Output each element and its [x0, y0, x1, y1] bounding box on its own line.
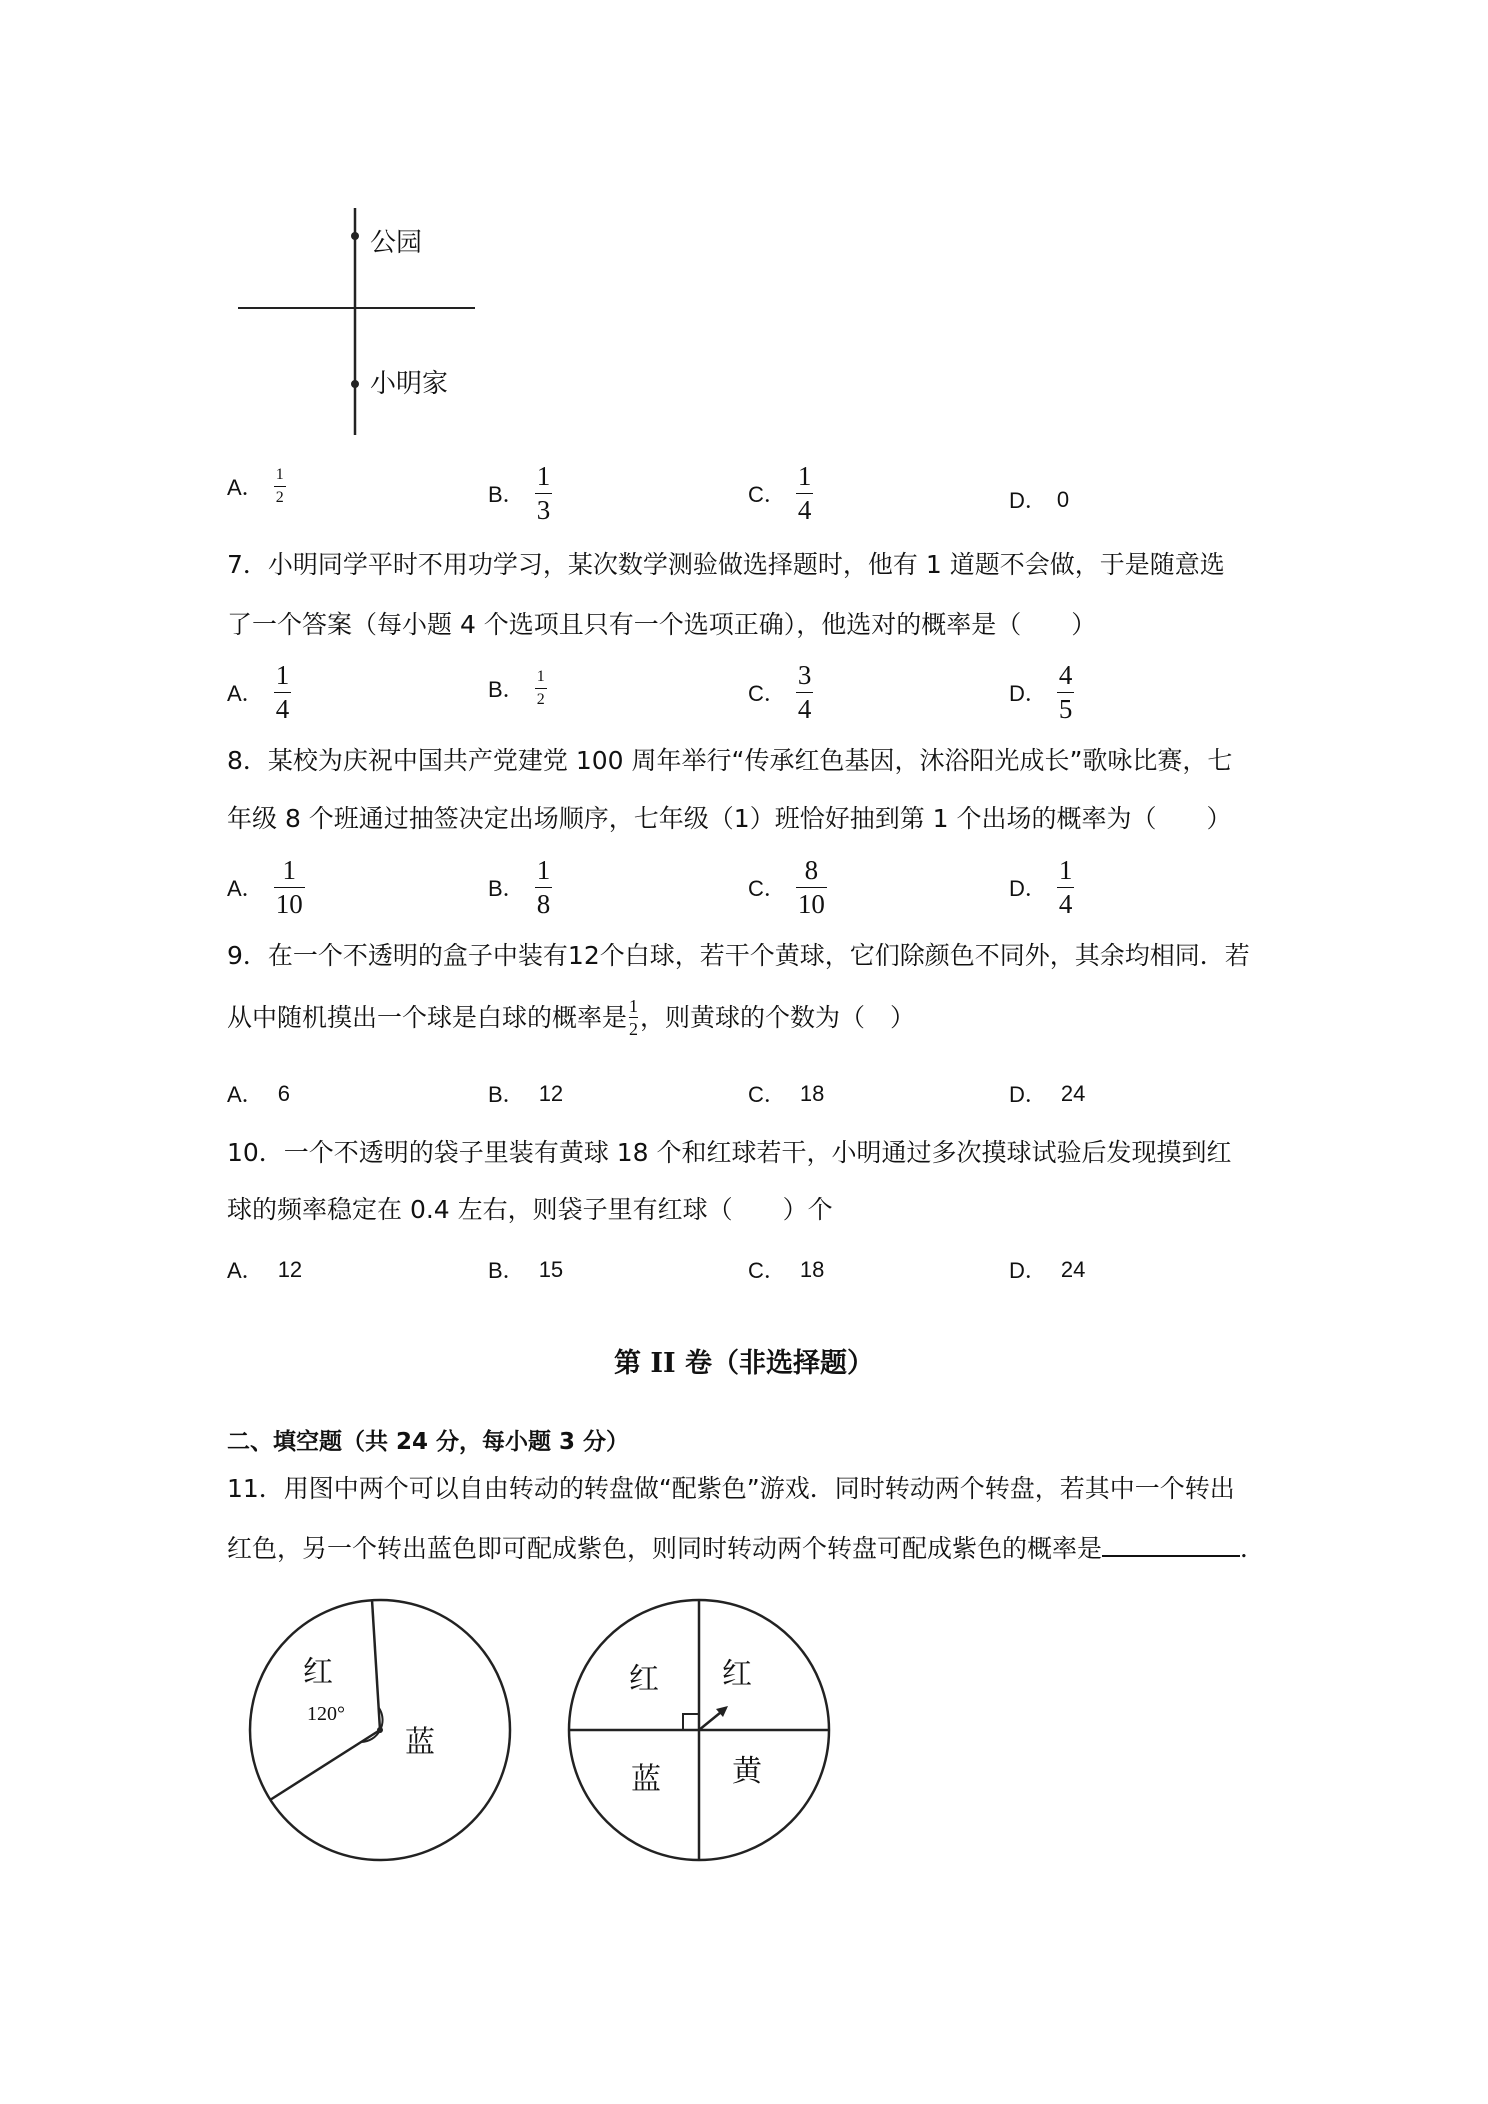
- spinner1-angle-label: 120°: [307, 1703, 345, 1725]
- spinner2-red-label-1: 红: [629, 1662, 659, 1697]
- spinner1-blue-label: 蓝: [405, 1725, 435, 1760]
- q11-line2: 红色，另一个转出蓝色即可配成紫色，则同时转动两个转盘可配成紫色的概率是 ．: [227, 1534, 1266, 1563]
- section2-heading: 二、填空题（共 24 分，每小题 3 分）: [227, 1429, 630, 1455]
- q6-option-a: A． $\frac{1}{2}$: [227, 466, 284, 506]
- answer-blank: [1102, 1533, 1240, 1557]
- spinner2-red-label-2: 红: [722, 1657, 752, 1692]
- q8-line1: 8．某校为庆祝中国共产党建党 100 周年举行“传承红色基因，沐浴阳光成长”歌咏比赛，七: [227, 746, 1233, 775]
- spinner-1: [240, 1590, 520, 1870]
- park-point: [351, 232, 359, 240]
- q10-line1: 10．一个不透明的袋子里装有黄球 18 个和红球若干，小明通过多次摸球试验后发现摸到红: [227, 1138, 1232, 1167]
- q7-option-b: B． $\frac{1}{2}$: [488, 668, 545, 708]
- q9-option-b: B． 12: [488, 1080, 564, 1107]
- q10-option-a: A． 12: [227, 1256, 303, 1283]
- q8-option-b: B． $\frac{1}{8}$: [488, 855, 551, 919]
- q10-option-c: C． 18: [748, 1256, 825, 1283]
- spinner2-yellow-label: 黄: [732, 1754, 762, 1789]
- q6-option-c: C． $\frac{1}{4}$: [748, 461, 812, 525]
- q8-option-c: C． $\frac{8}{10}$: [748, 855, 825, 919]
- q9-option-d: D． 24: [1009, 1080, 1086, 1107]
- q9-line2: 从中随机摸出一个球是白球的概率是 $\frac{1}{2}$ ，则黄球的个数为（ ）: [227, 996, 916, 1039]
- spinner2-blue-label: 蓝: [631, 1762, 661, 1797]
- q10-option-b: B． 15: [488, 1256, 564, 1283]
- q9-option-c: C． 18: [748, 1080, 825, 1107]
- q10-line2: 球的频率稳定在 0.4 左右，则袋子里有红球（ ）个: [227, 1195, 833, 1224]
- q9-inline-fraction: $\frac{1}{2}$: [629, 996, 639, 1039]
- spinner1-red-label: 红: [303, 1655, 333, 1690]
- q8-option-d: D． $\frac{1}{4}$: [1009, 855, 1073, 919]
- q8-line2: 年级 8 个班通过抽签决定出场顺序，七年级（1）班恰好抽到第 1 个出场的概率为（ ）: [227, 804, 1232, 833]
- q8-option-a: A． $\frac{1}{10}$: [227, 855, 303, 919]
- q6-option-d: D． 0: [1009, 486, 1070, 513]
- label-home: 小明家: [370, 369, 449, 399]
- q7-line2: 了一个答案（每小题 4 个选项且只有一个选项正确），他选对的概率是（ ）: [227, 610, 1097, 639]
- q10-option-d: D． 24: [1009, 1256, 1086, 1283]
- part2-heading: 第 II 卷（非选择题）: [613, 1348, 875, 1379]
- q7-option-c: C． $\frac{3}{4}$: [748, 660, 812, 724]
- q9-option-a: A． 6: [227, 1080, 290, 1107]
- q9-line1: 9．在一个不透明的盒子中装有12个白球，若干个黄球，它们除颜色不同外，其余均相同．若: [227, 941, 1250, 970]
- label-park: 公园: [370, 228, 423, 258]
- q6-option-b: B． $\frac{1}{3}$: [488, 461, 551, 525]
- q7-line1: 7．小明同学平时不用功学习，某次数学测验做选择题时，他有 1 道题不会做，于是随意选: [227, 550, 1225, 579]
- q7-option-d: D． $\frac{4}{5}$: [1009, 660, 1073, 724]
- spinner-2: [559, 1590, 839, 1870]
- home-point: [351, 380, 359, 388]
- q7-option-a: A． $\frac{1}{4}$: [227, 660, 290, 724]
- q11-line1: 11．用图中两个可以自由转动的转盘做“配紫色”游戏．同时转动两个转盘，若其中一个转出: [227, 1474, 1235, 1503]
